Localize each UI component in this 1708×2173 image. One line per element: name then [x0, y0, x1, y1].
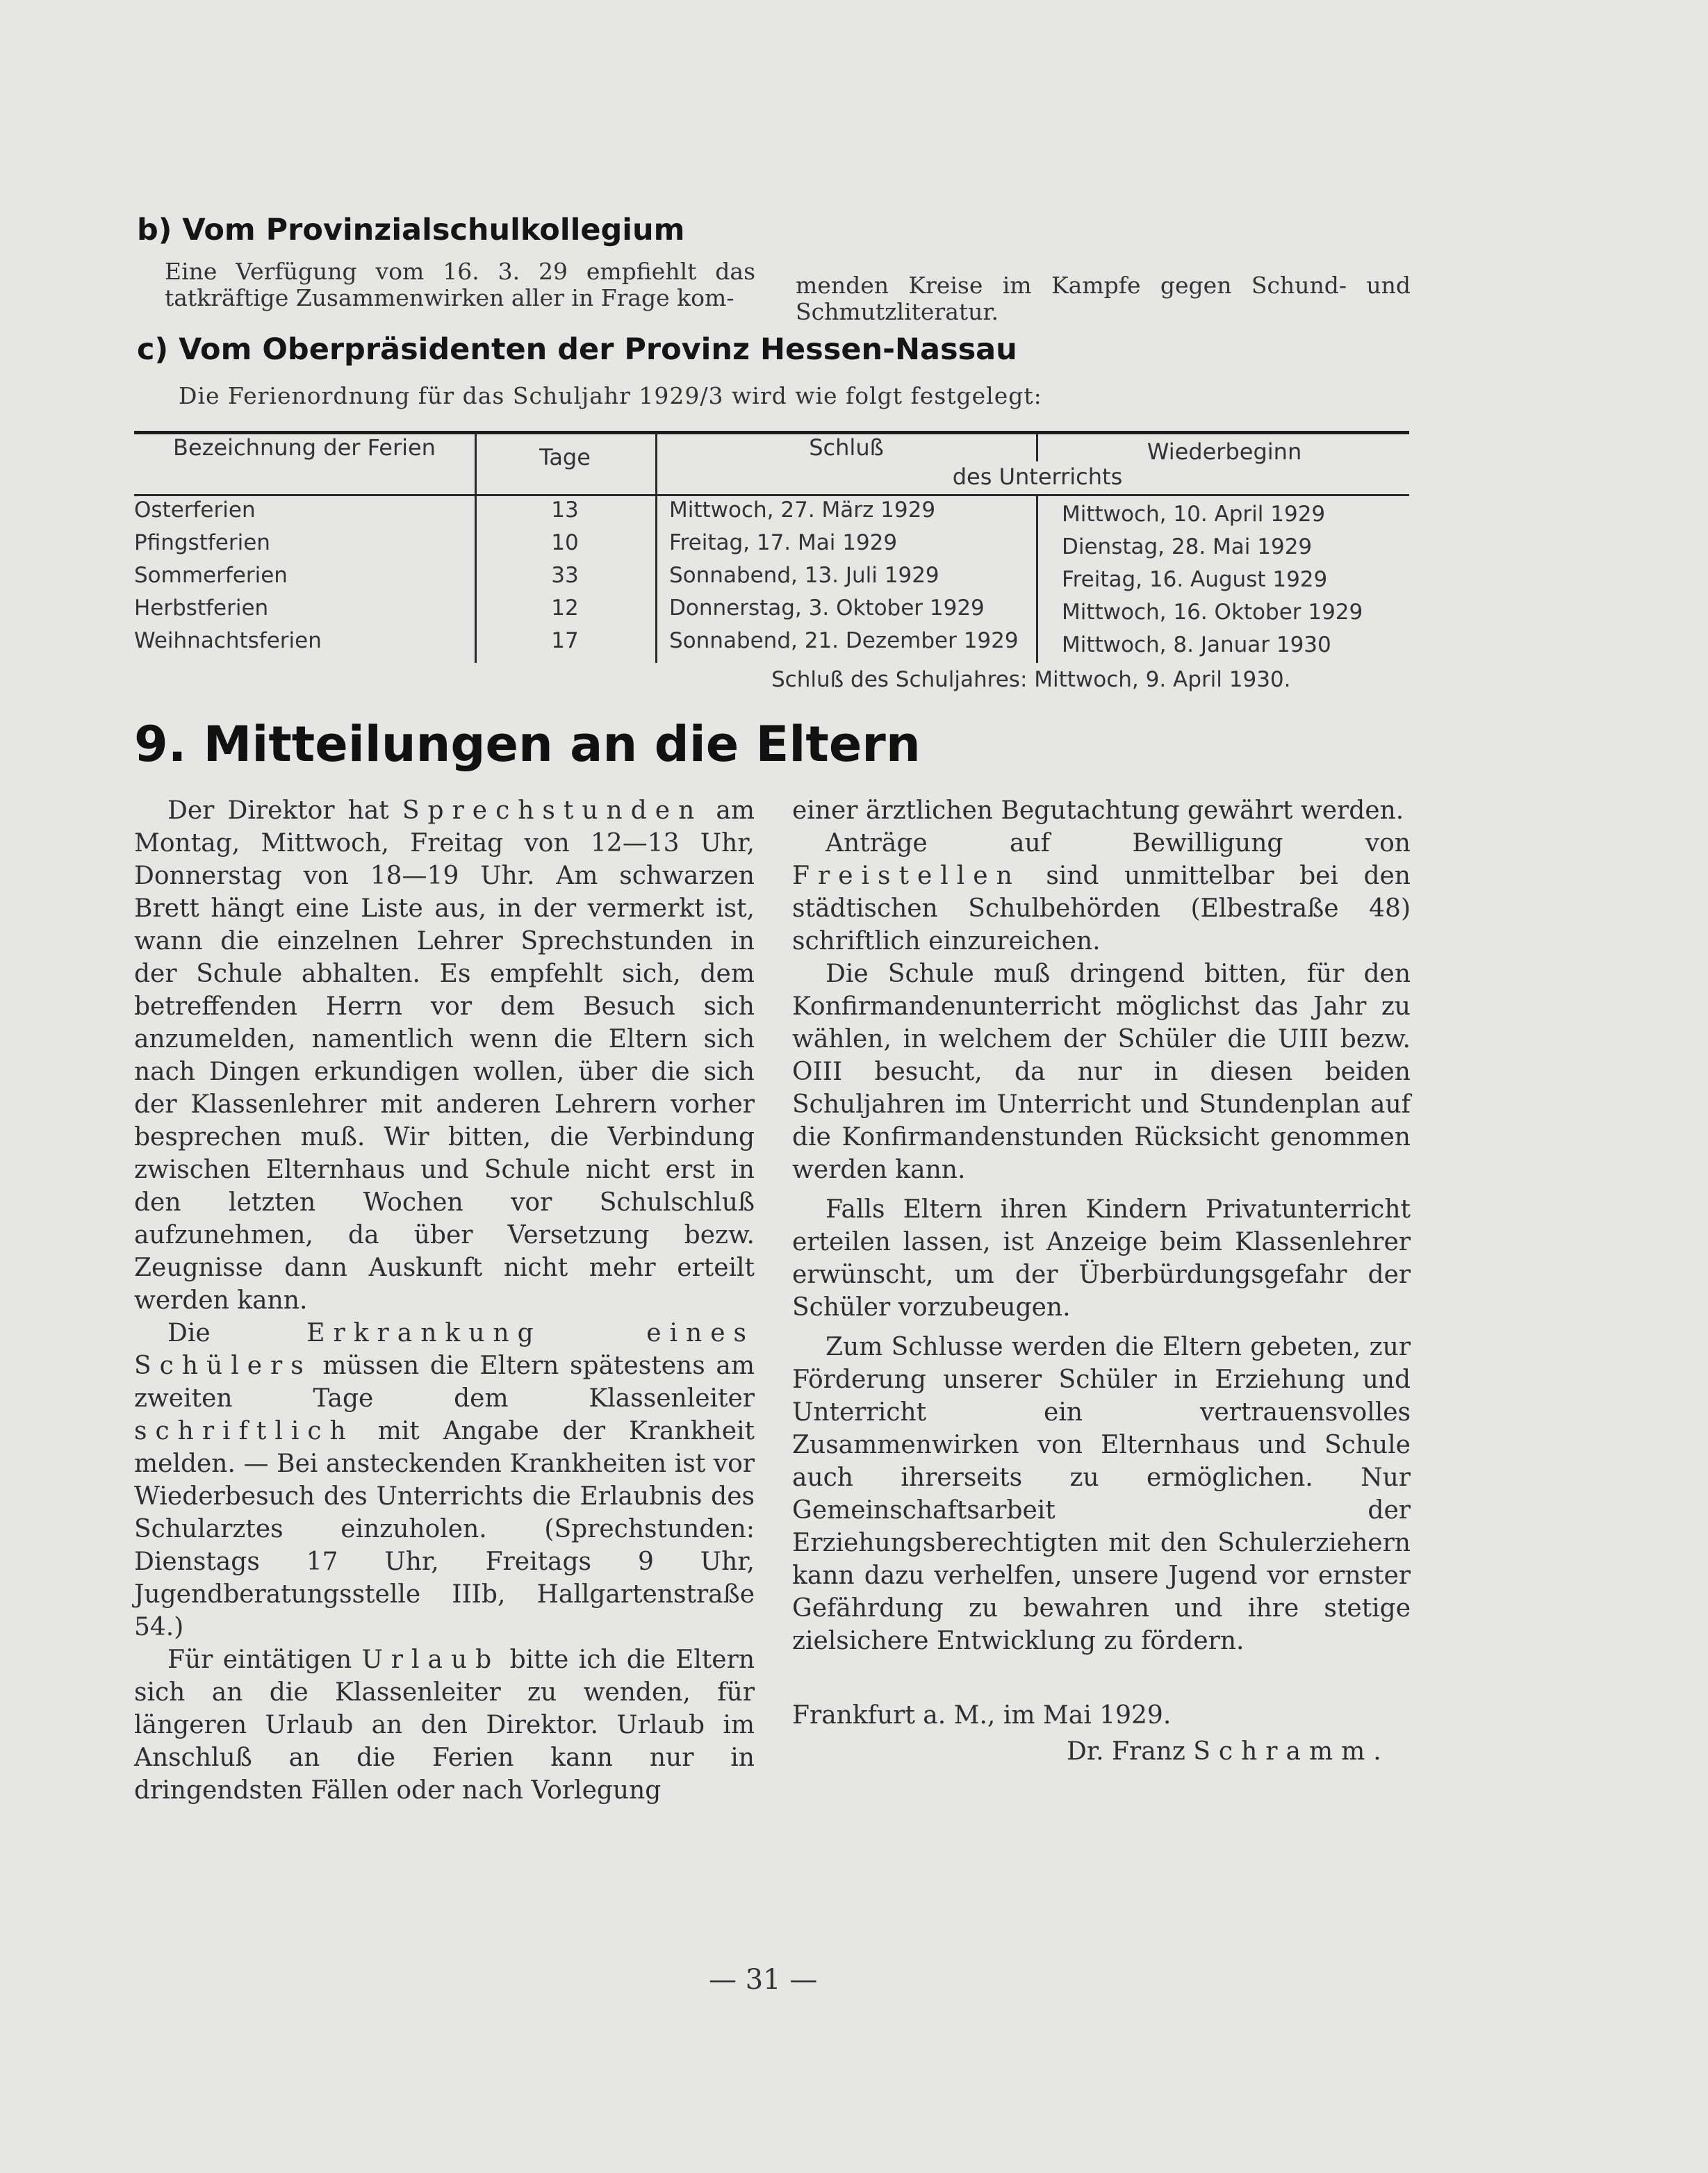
row-name: Herbstferien [134, 596, 269, 621]
table-header-rule [134, 494, 1409, 496]
paragraph: Der Direktor hat Sprechstunden am Montag, Mittwoch, Freitag von 12—13 Uhr, Donnerstag von 18—19 Uhr. Am schwarzen Brett hängt eine Liste aus, in der vermerkt ist, wann die einzelnen Lehrer Sprechstunden in der Schule abhalten. Es empfehlt sich, dem betreffenden Herrn vor dem Besuch sich anzumelden, namentlich wenn die Eltern sich nach Dingen erkundigen wollen, über die sich der Klassenlehrer mit anderen Lehrern vorher besprechen muß. Wir bitten, die Verbindung zwischen Elternhaus und Schule nicht erst in den letzten Wochen vor Schulschluß aufzunehmen, da über Versetzung bezw. Zeugnisse dann Auskunft nicht mehr erteilt werden kann. [134, 796, 755, 1315]
header-divider [475, 434, 477, 494]
paragraph: Zum Schlusse werden die Eltern gebeten, zur Förderung unserer Schüler in Erziehung und Unterricht ein vertrauensvolles Zusammenwirken von Elternhaus und Schule auch ihrerseits zu ermöglichen. Nur Gemeinschaftsarbeit der Erziehungsberechtigten mit den Schulerziehern kann dazu verhelfen, unsere Jugend vor ernster Gefährdung zu bewahren und ihre stetige zielsichere Entwicklung zu fördern. [792, 1333, 1411, 1655]
table-footer: Schluß des Schuljahres: Mittwoch, 9. April 1930. [771, 667, 1291, 692]
row-days: 33 [551, 563, 579, 588]
row-days: 10 [551, 530, 579, 555]
row-name: Osterferien [134, 498, 256, 523]
section-9-heading: 9. Mitteilungen an die Eltern [134, 716, 921, 773]
left-column [134, 794, 755, 1807]
row-name: Sommerferien [134, 563, 288, 588]
paragraph: Die Schule muß dringend bitten, für den Konfirmandenunterricht möglichst das Jahr zu wählen, in welchem der Schüler die UIII bezw. OIII besucht, da nur in diesen beiden Schuljahren im Unterricht und Stundenplan auf die Konfirmandenstunden Rücksicht genommen werden kann. [792, 960, 1411, 1184]
section-b-heading: b) Vom Provinzialschulkollegium [137, 213, 685, 247]
body-divider [655, 496, 657, 663]
row-restart: Mittwoch, 8. Januar 1930 [1062, 632, 1331, 657]
paragraph: Für eintätigen Urlaub bitte ich die Eltern sich an die Klassenleiter zu wenden, für längeren Urlaub an den Direktor. Urlaub im Anschluß an die Ferien kann nur in dringendsten Fällen oder nach Vorlegung [134, 1646, 755, 1805]
row-end: Freitag, 17. Mai 1929 [669, 530, 898, 555]
row-days: 13 [551, 498, 579, 523]
row-end: Donnerstag, 3. Oktober 1929 [669, 596, 985, 621]
col-header-end: Schluß [809, 434, 884, 461]
row-end: Sonnabend, 13. Juli 1929 [669, 563, 939, 588]
row-name: Pfingstferien [134, 530, 270, 555]
place-date: Frankfurt a. M., im Mai 1929. [792, 1701, 1172, 1730]
col-header-sub: des Unterrichts [952, 464, 1123, 490]
row-days: 17 [551, 628, 579, 653]
section-b-text-right: menden Kreise im Kampfe gegen Schund- und Schmutzliteratur. [796, 272, 1411, 325]
row-name: Weihnachtsferien [134, 628, 322, 653]
row-end: Sonnabend, 21. Dezember 1929 [669, 628, 1019, 653]
header-divider [655, 434, 657, 494]
section-c-heading: c) Vom Oberpräsidenten der Provinz Hessen-Nassau [137, 332, 1017, 367]
paragraph: Die Erkrankung eines Schülers müssen die Eltern spätestens am zweiten Tage dem Klassenleiter schriftlich mit Angabe der Krankheit melden. — Bei ansteckenden Krankheiten ist vor Wiederbesuch des Unterrichts die Erlaubnis des Schularztes einzuholen. (Sprechstunden: Dienstags 17 Uhr, Freitags 9 Uhr, Jugendberatungsstelle IIIb, Hallgartenstraße 54.) [134, 1319, 755, 1641]
row-end: Mittwoch, 27. März 1929 [669, 498, 936, 523]
paragraph: Anträge auf Bewilligung von Freistellen sind unmittelbar bei den städtischen Schulbehörden (Elbestraße 48) schriftlich einzureichen. [792, 829, 1411, 956]
body-divider [475, 496, 477, 663]
section-c-intro: Die Ferienordnung für das Schuljahr 1929/3 wird wie folgt festgelegt: [179, 382, 1042, 409]
signature: Dr. Franz Schramm. [1067, 1737, 1390, 1766]
page-number: — 31 — [709, 1964, 818, 1996]
section-b-text-left: Eine Verfügung vom 16. 3. 29 empfiehlt das tatkräftige Zusammenwirken aller in Frage kom- [165, 258, 755, 311]
row-restart: Mittwoch, 16. Oktober 1929 [1062, 600, 1363, 625]
right-column [792, 794, 1411, 1657]
col-header-name: Bezeichnung der Ferien [173, 434, 436, 461]
col-header-days: Tage [539, 444, 591, 470]
row-restart: Mittwoch, 10. April 1929 [1062, 502, 1326, 527]
paragraph: einer ärztlichen Begutachtung gewährt werden. [792, 796, 1404, 825]
body-divider [1036, 496, 1038, 663]
row-restart: Dienstag, 28. Mai 1929 [1062, 534, 1313, 559]
header-divider [1036, 434, 1038, 461]
paragraph: Falls Eltern ihren Kindern Privatunterricht erteilen lassen, ist Anzeige beim Klassenlehrer erwünscht, um der Überbürdungsgefahr der Schüler vorzubeugen. [792, 1195, 1411, 1322]
row-restart: Freitag, 16. August 1929 [1062, 567, 1328, 592]
col-header-restart: Wiederbeginn [1147, 438, 1302, 465]
row-days: 12 [551, 596, 579, 621]
